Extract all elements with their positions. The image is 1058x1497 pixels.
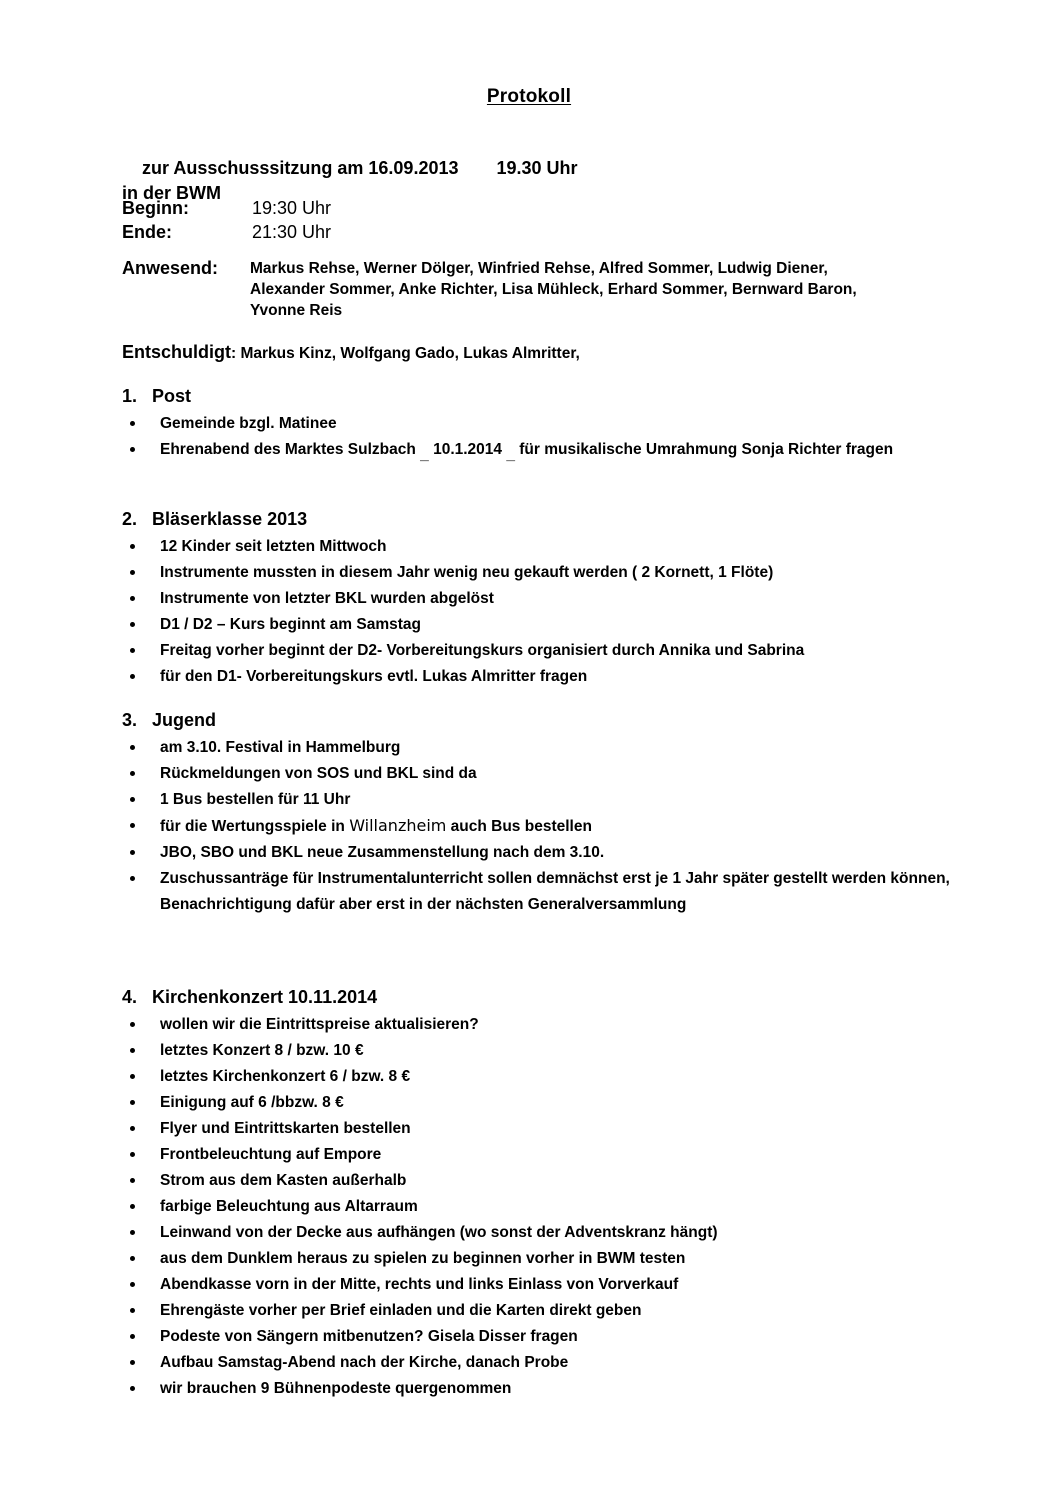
bullet-text: Leinwand von der Decke aus aufhängen (wo sonst der Adventskranz hängt) [160, 1224, 718, 1241]
section-bullet-list [122, 735, 952, 918]
bullet-item [122, 1168, 952, 1194]
bullet-text: Gemeinde bzgl. Matinee [160, 415, 337, 432]
bullet-text: Podeste von Sängern mitbenutzen? Gisela Disser fragen [160, 1328, 578, 1345]
bullet-dot-icon [130, 1360, 135, 1365]
bullet-dot-icon [130, 1022, 135, 1027]
section-heading [122, 509, 952, 530]
bullet-item [122, 1324, 952, 1350]
section-heading [122, 987, 952, 1008]
bullet-text: Instrumente von letzter BKL wurden abgelöst [160, 590, 494, 607]
bullet-text: Aufbau Samstag-Abend nach der Kirche, danach Probe [160, 1354, 569, 1371]
attendance-excused-label: Entschuldigt [122, 342, 231, 362]
bullet-item [122, 1116, 952, 1142]
bullet-text: Ehrengäste vorher per Brief einladen und die Karten direkt geben [160, 1302, 642, 1319]
bullet-dot-icon [130, 1048, 135, 1053]
section-bullet-list [122, 411, 952, 468]
bullet-text: aus dem Dunklem heraus zu spielen zu beginnen vorher in BWM testen [160, 1250, 686, 1267]
section-number: 4. [122, 987, 138, 1007]
bullet-dot-icon [130, 674, 135, 679]
bullet-text: Frontbeleuchtung auf Empore [160, 1146, 382, 1163]
bullet-item [122, 840, 952, 866]
attendance-excused-separator: : [231, 345, 241, 362]
section-title: Bläserklasse 2013 [152, 509, 308, 529]
bullet-text: wollen wir die Eintrittspreise aktualisieren? [160, 1016, 479, 1033]
bullet-item [122, 586, 952, 612]
bullet-item [122, 612, 952, 638]
meeting-end-row [122, 220, 331, 244]
bullet-item [122, 638, 952, 664]
section-number: 2. [122, 509, 138, 529]
bullet-text-part: Ehrenabend des Marktes Sulzbach [160, 441, 421, 458]
section-bullet-list [122, 1012, 952, 1402]
attendance-excused-block [122, 342, 580, 363]
attendance-present-line: Markus Rehse, Werner Dölger, Winfried Rehse, Alfred Sommer, Ludwig Diener, [250, 260, 828, 277]
section-heading [122, 710, 952, 731]
meeting-times [122, 196, 331, 244]
meeting-begin-value: 19:30 Uhr [252, 198, 332, 218]
bullet-dot-icon [130, 648, 135, 653]
bullet-text: Einigung auf 6 /bbzw. 8 € [160, 1094, 344, 1111]
bullet-text: Freitag vorher beginnt der D2- Vorbereitungskurs organisiert durch Annika und Sabrina [160, 642, 805, 659]
bullet-dot-icon [130, 1308, 135, 1313]
bullet-dot-icon [130, 1074, 135, 1079]
bullet-item [122, 560, 952, 586]
bullet-text: Rückmeldungen von SOS und BKL sind da [160, 765, 477, 782]
bullet-text [160, 441, 894, 463]
bullet-text: 1 Bus bestellen für 11 Uhr [160, 791, 351, 808]
bullet-text: Instrumente mussten in diesem Jahr wenig neu gekauft werden ( 2 Kornett, 1 Flöte) [160, 564, 774, 581]
bullet-text: für den D1- Vorbereitungskurs evtl. Lukas Almritter fragen [160, 668, 588, 685]
low-dash-mark: _ [506, 445, 515, 463]
bullet-text: Strom aus dem Kasten außerhalb [160, 1172, 407, 1189]
bullet-text-part: für musikalische Umrahmung Sonja Richter fragen [514, 441, 894, 458]
bullet-dot-icon [130, 1256, 135, 1261]
page-title [0, 86, 1058, 108]
meeting-subtitle-line1: zur Ausschusssitzung am 16.09.2013 [142, 158, 459, 178]
bullet-dot-icon [130, 544, 135, 549]
bullet-dot-icon [130, 745, 135, 750]
section-4 [122, 987, 952, 1402]
bullet-item [122, 1194, 952, 1220]
bullet-text: Zuschussanträge für Instrumentalunterricht sollen demnächst erst je 1 Jahr später gestellt werden können, Benachrichtigung dafür aber erst in der nächsten Generalversammlung [160, 870, 950, 913]
attendance-excused-names: Markus Kinz, Wolfgang Gado, Lukas Almritter, [240, 345, 580, 362]
section-title: Jugend [152, 710, 217, 730]
bullet-dot-icon [130, 1386, 135, 1391]
bullet-dot-icon [130, 596, 135, 601]
bullet-item [122, 534, 952, 560]
bullet-text: letztes Konzert 8 / bzw. 10 € [160, 1042, 364, 1059]
low-dash-mark: _ [420, 445, 429, 463]
bullet-dot-icon [130, 421, 135, 426]
meeting-end-value: 21:30 Uhr [252, 222, 332, 242]
bullet-text [160, 818, 592, 835]
bullet-text: 12 Kinder seit letzten Mittwoch [160, 538, 387, 555]
bullet-text-part: auch Bus bestellen [446, 818, 592, 835]
section-title: Post [152, 386, 192, 406]
bullet-item [122, 1220, 952, 1246]
section-bullet-list [122, 534, 952, 690]
bullet-dot-icon [130, 1100, 135, 1105]
bullet-text: JBO, SBO und BKL neue Zusammenstellung nach dem 3.10. [160, 844, 605, 861]
bullet-dot-icon [130, 1152, 135, 1157]
bullet-dot-icon [130, 1178, 135, 1183]
bullet-text: letztes Kirchenkonzert 6 / bzw. 8 € [160, 1068, 411, 1085]
bullet-text-part: für die Wertungsspiele in [160, 818, 350, 835]
attendance-present-line: Yvonne Reis [250, 302, 343, 319]
bullet-item [122, 664, 952, 690]
bullet-text-emphasis: Willanzheim [349, 816, 447, 835]
bullet-text: farbige Beleuchtung aus Altarraum [160, 1198, 418, 1215]
attendance-present-line: Alexander Sommer, Anke Richter, Lisa Mühleck, Erhard Sommer, Bernward Baron, [250, 281, 857, 298]
bullet-dot-icon [130, 1204, 135, 1209]
meeting-subtitle-time: 19.30 Uhr [496, 158, 578, 178]
bullet-item [122, 866, 952, 918]
attendance-block [122, 258, 942, 321]
bullet-dot-icon [130, 570, 135, 575]
bullet-item [122, 1038, 952, 1064]
section-title: Kirchenkonzert 10.11.2014 [152, 987, 378, 1007]
bullet-dot-icon [130, 797, 135, 802]
bullet-item [122, 1012, 952, 1038]
bullet-item [122, 813, 952, 840]
bullet-item [122, 1142, 952, 1168]
bullet-dot-icon [130, 1230, 135, 1235]
meeting-begin-label: Beginn: [122, 198, 189, 218]
bullet-item [122, 1376, 952, 1402]
bullet-item [122, 1064, 952, 1090]
bullet-dot-icon [130, 850, 135, 855]
section-heading [122, 386, 952, 407]
meeting-begin-row [122, 196, 331, 220]
bullet-item [122, 437, 952, 468]
bullet-item [122, 411, 952, 437]
bullet-text: am 3.10. Festival in Hammelburg [160, 739, 401, 756]
bullet-dot-icon [130, 1126, 135, 1131]
bullet-dot-icon [130, 771, 135, 776]
bullet-text-part: 10.1.2014 [428, 441, 507, 458]
bullet-dot-icon [130, 447, 135, 452]
attendance-present-label: Anwesend: [122, 258, 219, 278]
bullet-item [122, 1272, 952, 1298]
bullet-item [122, 1246, 952, 1272]
meeting-end-label: Ende: [122, 222, 173, 242]
bullet-text: Abendkasse vorn in der Mitte, rechts und links Einlass von Vorverkauf [160, 1276, 679, 1293]
bullet-dot-icon [130, 1282, 135, 1287]
page-title-text: Protokoll [486, 86, 572, 107]
section-2 [122, 509, 952, 690]
bullet-text: D1 / D2 – Kurs beginnt am Samstag [160, 616, 421, 633]
meeting-subtitle-line2: in der BWM [122, 183, 221, 203]
bullet-item [122, 735, 952, 761]
bullet-dot-icon [130, 876, 135, 881]
bullet-text: wir brauchen 9 Bühnenpodeste quergenommen [160, 1380, 512, 1397]
bullet-dot-icon [130, 823, 135, 828]
bullet-item [122, 1090, 952, 1116]
bullet-dot-icon [130, 1334, 135, 1339]
bullet-item [122, 761, 952, 787]
bullet-item [122, 1350, 952, 1376]
bullet-dot-icon [130, 622, 135, 627]
section-number: 1. [122, 386, 138, 406]
bullet-item [122, 787, 952, 813]
bullet-item [122, 1298, 952, 1324]
section-number: 3. [122, 710, 138, 730]
bullet-text: Flyer und Eintrittskarten bestellen [160, 1120, 411, 1137]
section-1 [122, 386, 952, 468]
section-3 [122, 710, 952, 918]
attendance-present-names [250, 258, 950, 321]
